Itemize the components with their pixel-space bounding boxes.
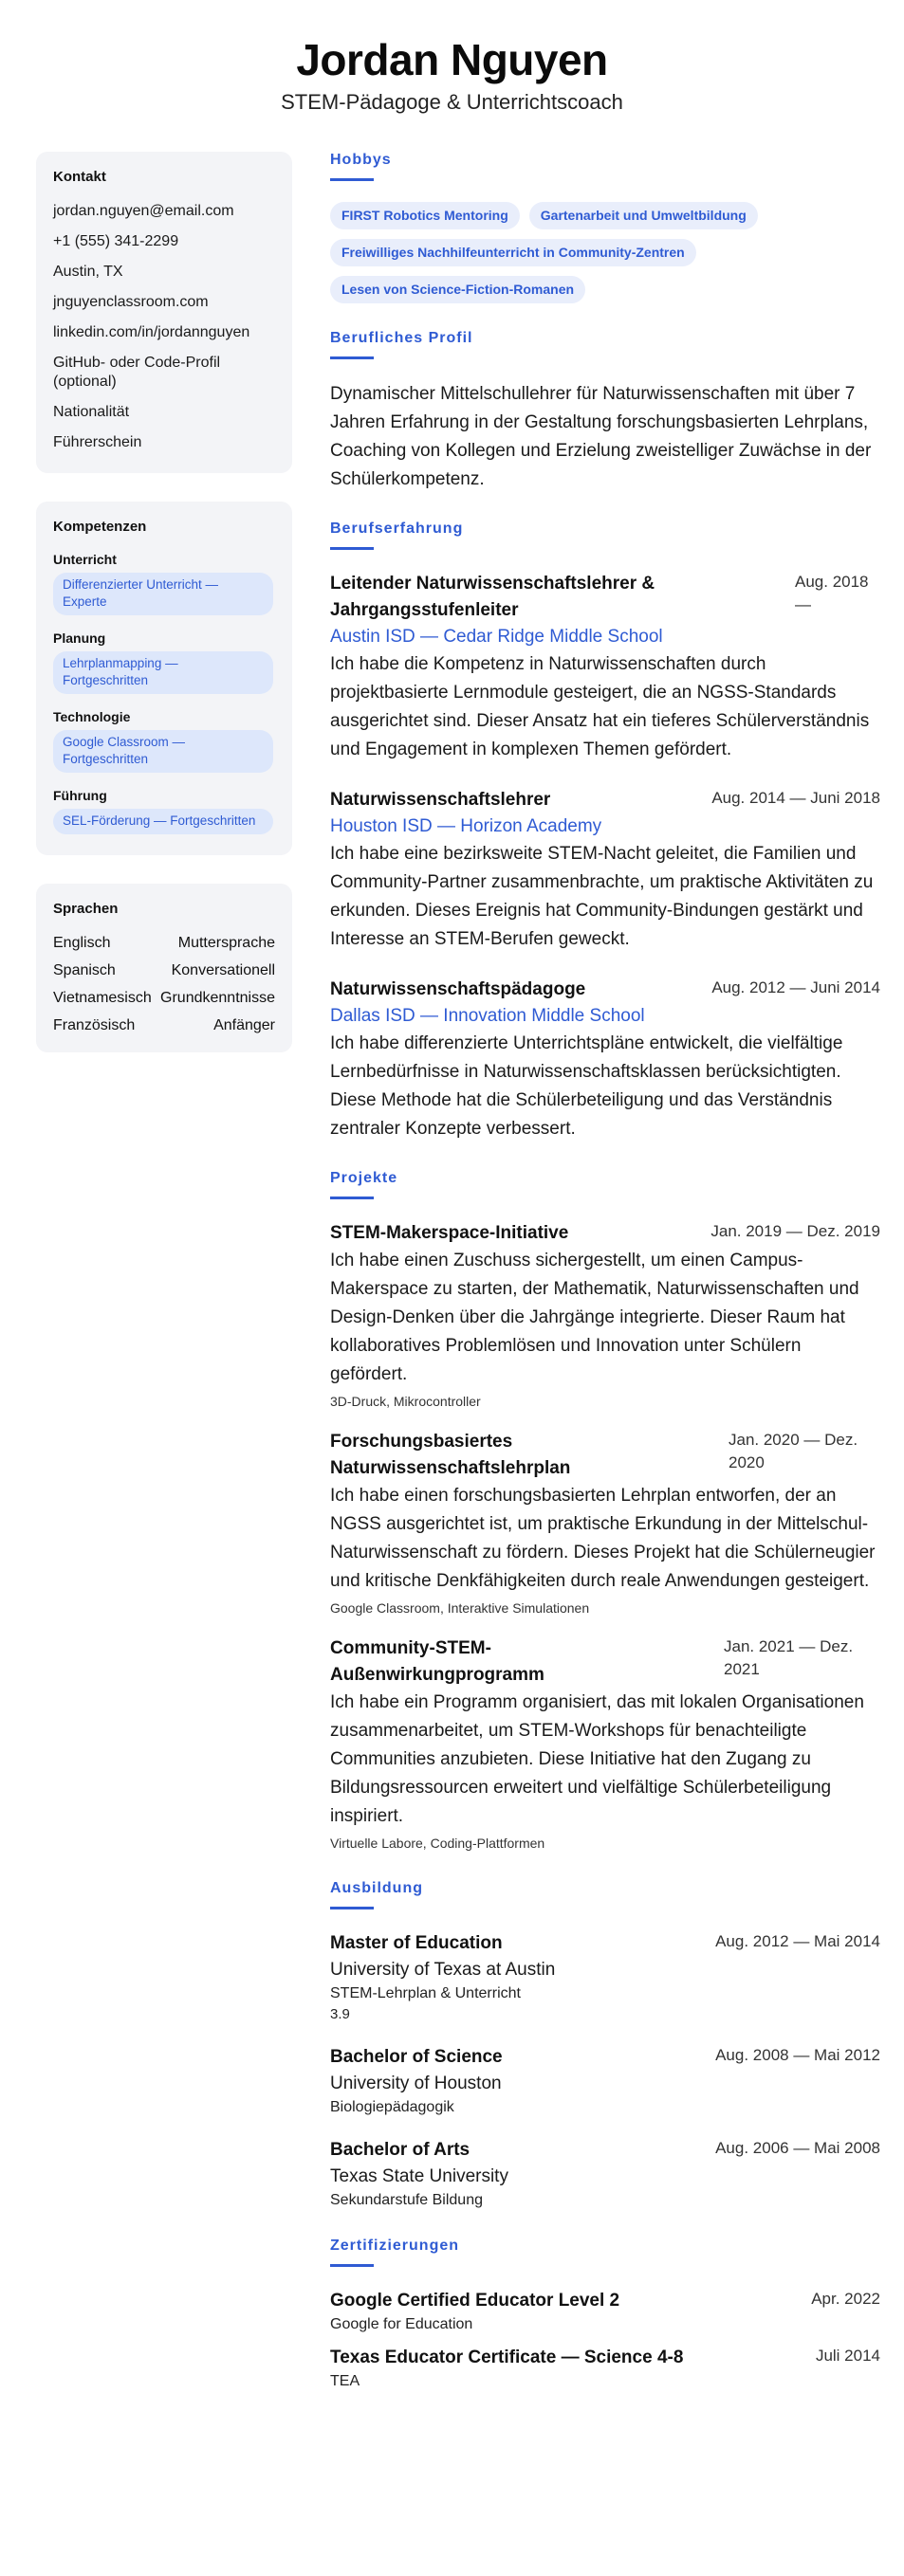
section-divider (330, 1197, 374, 1199)
languages-title: Sprachen (53, 901, 119, 917)
profile-section (330, 330, 880, 494)
section-title: Hobbys (330, 152, 392, 168)
project-date: Jan. 2021 — Dez. 2021 (724, 1637, 854, 1678)
certification-entry (330, 2288, 880, 2335)
experience-entry (330, 787, 880, 954)
school-name: University of Texas at Austin (330, 1960, 556, 1980)
hobby-pill: Freiwilliges Nachhilfeunterricht in Community-Zentren (330, 239, 696, 266)
gpa: 3.9 (330, 2006, 350, 2022)
skill-pill: Google Classroom — Fortgeschritten (53, 730, 273, 773)
skill-pill: SEL-Förderung — Fortgeschritten (53, 809, 273, 834)
hobby-pill: Lesen von Science-Fiction-Romanen (330, 276, 585, 303)
project-tags: Virtuelle Labore, Coding-Plattformen (330, 1836, 545, 1851)
language-name: Französisch (53, 1017, 136, 1033)
contact-email[interactable]: jordan.nguyen@email.com (53, 203, 234, 219)
resume-header (0, 0, 904, 116)
project-entry (330, 1635, 880, 1854)
job-date: Aug. 2014 — Juni 2018 (711, 789, 880, 807)
education-date: Aug. 2006 — Mai 2008 (715, 2139, 880, 2157)
project-tags: 3D-Druck, Mikrocontroller (330, 1394, 481, 1409)
job-title: Naturwissenschaftspädagoge (330, 979, 586, 999)
certification-name: Google Certified Educator Level 2 (330, 2291, 620, 2311)
project-description: Ich habe einen Zuschuss sichergestellt, um einen Campus-Makerspace zu starten, der Mathematik, Naturwissenschaften und Design-Denken über die Jahrgänge integrierte. Dieser Raum hat kollaboratives Problemlösen und Innovation unter Schülern gefördert. (330, 1251, 859, 1384)
hobby-pill: FIRST Robotics Mentoring (330, 202, 520, 229)
contact-title: Kontakt (53, 169, 106, 185)
skills-card (36, 502, 292, 855)
contact-card (36, 152, 292, 473)
field-of-study: Sekundarstufe Bildung (330, 2192, 483, 2208)
job-title: Naturwissenschaftslehrer (330, 790, 551, 810)
job-title: Leitender Naturwissenschaftslehrer & Jahrgangsstufenleiter (330, 574, 655, 620)
language-level: Muttersprache (177, 935, 275, 951)
job-date: Aug. 2012 — Juni 2014 (711, 978, 880, 996)
project-entry (330, 1220, 880, 1412)
project-title: Community-STEM-Außenwirkungprogramm (330, 1638, 544, 1685)
contact-linkedin[interactable]: linkedin.com/in/jordannguyen (53, 324, 250, 340)
section-divider (330, 356, 374, 359)
skill-category: Technologie (53, 709, 131, 724)
education-date: Aug. 2008 — Mai 2012 (715, 2046, 880, 2064)
job-org: Dallas ISD — Innovation Middle School (330, 1006, 645, 1026)
language-level: Anfänger (213, 1017, 275, 1033)
certification-issuer: Google for Education (330, 2316, 473, 2332)
skill-category: Führung (53, 788, 107, 803)
contact-website[interactable]: jnguyenclassroom.com (53, 294, 209, 310)
experience-section (330, 521, 880, 1143)
section-divider (330, 547, 374, 550)
education-date: Aug. 2012 — Mai 2014 (715, 1932, 880, 1950)
school-name: University of Houston (330, 2074, 502, 2093)
school-name: Texas State University (330, 2166, 508, 2186)
education-section (330, 1880, 880, 2211)
language-name: Vietnamesisch (53, 990, 152, 1006)
language-level: Grundkenntnisse (160, 990, 275, 1006)
sidebar (36, 152, 292, 1081)
job-date: Aug. 2018 — (795, 573, 869, 613)
section-title: Ausbildung (330, 1880, 423, 1896)
job-org: Houston ISD — Horizon Academy (330, 816, 602, 836)
hobby-pill: Gartenarbeit und Umweltbildung (529, 202, 758, 229)
field-of-study: STEM-Lehrplan & Unterricht (330, 1985, 521, 2001)
section-divider (330, 1907, 374, 1909)
section-divider (330, 178, 374, 181)
skill-category: Unterricht (53, 552, 117, 567)
person-role: STEM-Pädagoge & Unterrichtscoach (281, 90, 623, 114)
contact-license: Führerschein (53, 434, 142, 450)
language-name: Spanisch (53, 962, 116, 978)
contact-nationality: Nationalität (53, 404, 130, 420)
skills-title: Kompetenzen (53, 519, 147, 535)
field-of-study: Biologiepädagogik (330, 2099, 454, 2115)
certifications-section (330, 2238, 880, 2392)
project-tags: Google Classroom, Interaktive Simulationen (330, 1600, 590, 1616)
education-entry (330, 2137, 880, 2211)
degree-title: Master of Education (330, 1933, 503, 1953)
language-row (53, 961, 275, 980)
job-description: Ich habe die Kompetenz in Naturwissenschaften durch projektbasierte Lernmodule gesteigert, die an NGSS-Standards ausgerichtet sind. Dieser Ansatz hat ein tieferes Schülerverständnis und Engagement in komplexen Themen gefördert. (330, 654, 870, 759)
language-row (53, 1016, 275, 1035)
project-date: Jan. 2020 — Dez. 2020 (729, 1431, 858, 1471)
certification-date: Juli 2014 (815, 2347, 880, 2365)
languages-card (36, 884, 292, 1052)
education-entry (330, 2044, 880, 2118)
section-title: Berufliches Profil (330, 330, 473, 346)
certification-entry (330, 2345, 880, 2392)
skill-category: Planung (53, 630, 106, 646)
contact-phone[interactable]: +1 (555) 341-2299 (53, 233, 179, 249)
section-title: Zertifizierungen (330, 2238, 460, 2254)
project-date: Jan. 2019 — Dez. 2019 (710, 1222, 880, 1240)
project-description: Ich habe einen forschungsbasierten Lehrplan entworfen, der an NGSS ausgerichtet ist, um praktische Erkundung in der Mittelschul-Naturwissenschaft zu fördern. Dieses Projekt hat die Schülerneugier und kritische Denkfähigkeiten durch reale Anwendungen gesteigert. (330, 1486, 876, 1591)
hobbies-section (330, 152, 880, 303)
section-title: Projekte (330, 1170, 398, 1186)
projects-section (330, 1170, 880, 1854)
degree-title: Bachelor of Arts (330, 2140, 470, 2160)
certification-date: Apr. 2022 (811, 2290, 880, 2308)
person-name: Jordan Nguyen (296, 35, 608, 84)
section-divider (330, 2264, 374, 2267)
project-description: Ich habe ein Programm organisiert, das mit lokalen Organisationen zusammenarbeitet, um STEM-Workshops für benachteiligte Communities anzubieten. Diese Initiative hat den Zugang zu Bildungsressourcen erweitert und vielfältige Schülerbeteiligung inspiriert. (330, 1692, 864, 1826)
experience-entry (330, 977, 880, 1143)
language-row (53, 934, 275, 953)
skill-pill: Lehrplanmapping — Fortgeschritten (53, 651, 273, 694)
skill-pill: Differenzierter Unterricht — Experte (53, 573, 273, 615)
profile-text: Dynamischer Mittelschullehrer für Naturwissenschaften mit über 7 Jahren Erfahrung in der Gestaltung forschungsbasierten Lehrplans, Coaching von Kollegen und Erzielung zweistelliger Zuwächse in der Schülerkompetenz. (330, 384, 872, 489)
project-entry (330, 1429, 880, 1618)
contact-github[interactable]: GitHub- oder Code-Profil (optional) (53, 355, 221, 390)
certification-issuer: TEA (330, 2373, 360, 2389)
language-row (53, 989, 275, 1008)
certification-name: Texas Educator Certificate — Science 4-8 (330, 2348, 684, 2367)
degree-title: Bachelor of Science (330, 2047, 503, 2067)
experience-entry (330, 571, 880, 764)
language-name: Englisch (53, 935, 111, 951)
contact-location: Austin, TX (53, 264, 123, 280)
job-description: Ich habe eine bezirksweite STEM-Nacht geleitet, die Familien und Community-Partner zusammenbrachte, um praktische Aktivitäten zu erkunden. Dieses Ereignis hat Community-Bindungen gestärkt und Interesse an STEM-Berufen geweckt. (330, 844, 874, 949)
language-level: Konversationell (171, 962, 275, 978)
job-description: Ich habe differenzierte Unterrichtspläne entwickelt, die vielfältige Lernbedürfnisse in Naturwissenschaftsklassen berücksichtigten. Diese Methode hat die Schülerbeteiligung und das Verständnis zentraler Konzepte verbessert. (330, 1033, 843, 1139)
job-org: Austin ISD — Cedar Ridge Middle School (330, 627, 663, 647)
project-title: STEM-Makerspace-Initiative (330, 1223, 569, 1243)
project-title: Forschungsbasiertes Naturwissenschaftslehrplan (330, 1432, 571, 1478)
hobby-list (330, 202, 880, 303)
main-content (330, 152, 880, 2419)
section-title: Berufserfahrung (330, 521, 464, 537)
education-entry (330, 1930, 880, 2025)
